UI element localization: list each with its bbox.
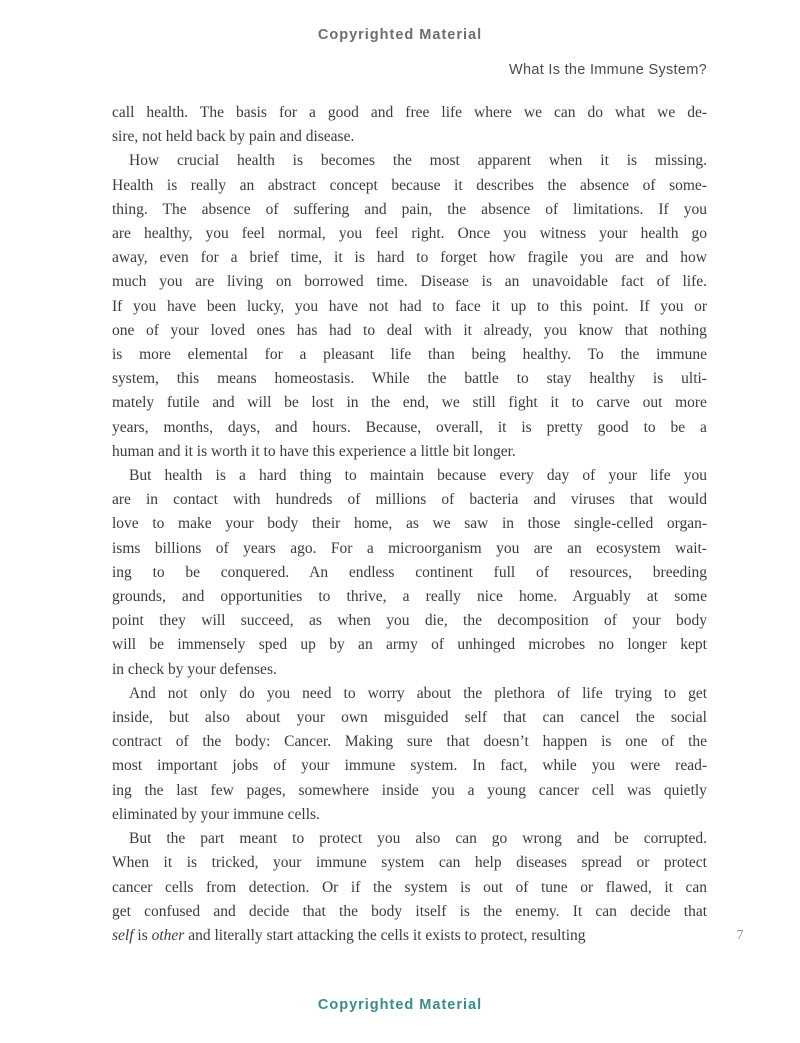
body-line: system, this means homeostasis. While the battle to stay healthy is ulti-	[112, 370, 707, 388]
body-line: How crucial health is becomes the most apparent when it is missing.	[129, 152, 707, 170]
body-line: isms billions of years ago. For a microorganism you are an ecosystem wait-	[112, 539, 707, 557]
body-line: Health is really an abstract concept because it describes the absence of some-	[112, 176, 707, 194]
body-line: If you have been lucky, you have not had to face it up to this point. If you or	[112, 297, 708, 315]
body-line: one of your loved ones has had to deal with it already, you know that nothing	[112, 321, 707, 339]
running-header: What Is the Immune System?	[509, 62, 707, 78]
body-line: mately futile and will be lost in the end, we still fight it to carve out more	[112, 394, 707, 412]
body-line: sire, not held back by pain and disease.	[112, 128, 355, 146]
body-line: in check by your defenses.	[112, 660, 277, 678]
body-line: contract of the body: Cancer. Making sure that doesn’t happen is one of the	[112, 733, 708, 751]
page-body-text	[112, 101, 707, 948]
copyright-watermark-bottom: Copyrighted Material	[317, 997, 483, 1013]
body-line: ing to be conquered. An endless continent full of resources, breeding	[112, 563, 708, 581]
body-line: are in contact with hundreds of millions of bacteria and viruses that would	[112, 491, 707, 509]
page-number: 7	[736, 928, 744, 943]
body-line: But the part meant to protect you also can go wrong and be corrupted.	[129, 830, 708, 848]
body-line: get confused and decide that the body itself is the enemy. It can decide that	[112, 902, 708, 920]
body-line: point they will succeed, as when you die, the decomposition of your body	[112, 612, 708, 630]
copyright-watermark-top: Copyrighted Material	[317, 27, 483, 43]
body-line: When it is tricked, your immune system can help diseases spread or protect	[112, 854, 707, 872]
body-line: cancer cells from detection. Or if the system is out of tune or flawed, it can	[112, 878, 708, 896]
body-line: call health. The basis for a good and free life where we can do what we de-	[112, 104, 708, 121]
body-line: away, even for a brief time, it is hard to forget how fragile you are and how	[112, 249, 707, 267]
body-line: self is other and literally start attacking the cells it exists to protect, resulting	[112, 926, 586, 944]
body-line: thing. The absence of suffering and pain, the absence of limitations. If you	[112, 200, 707, 218]
body-line: And not only do you need to worry about the plethora of life trying to get	[129, 684, 708, 702]
body-line: human and it is worth it to have this experience a little bit longer.	[112, 442, 516, 460]
body-line: love to make your body their home, as we saw in those single-celled organ-	[112, 515, 708, 533]
body-line: eliminated by your immune cells.	[112, 805, 320, 823]
body-line: will be immensely sped up by an army of unhinged microbes no longer kept	[112, 636, 707, 654]
body-line: years, months, days, and hours. Because, overall, it is pretty good to be a	[112, 418, 707, 436]
body-line: much you are living on borrowed time. Disease is an unavoidable fact of life.	[112, 273, 708, 291]
body-line: is more elemental for a pleasant life than being healthy. To the immune	[112, 346, 707, 364]
body-line: But health is a hard thing to maintain because every day of your life you	[129, 467, 708, 485]
body-line: most important jobs of your immune system. In fact, while you were read-	[112, 757, 708, 775]
body-line: grounds, and opportunities to thrive, a really nice home. Arguably at some	[112, 588, 707, 606]
body-line: ing the last few pages, somewhere inside you a young cancer cell was quietly	[112, 781, 707, 799]
body-line: are healthy, you feel normal, you feel right. Once you witness your health go	[112, 225, 707, 243]
body-line: inside, but also about your own misguided self that can cancel the social	[112, 709, 707, 727]
